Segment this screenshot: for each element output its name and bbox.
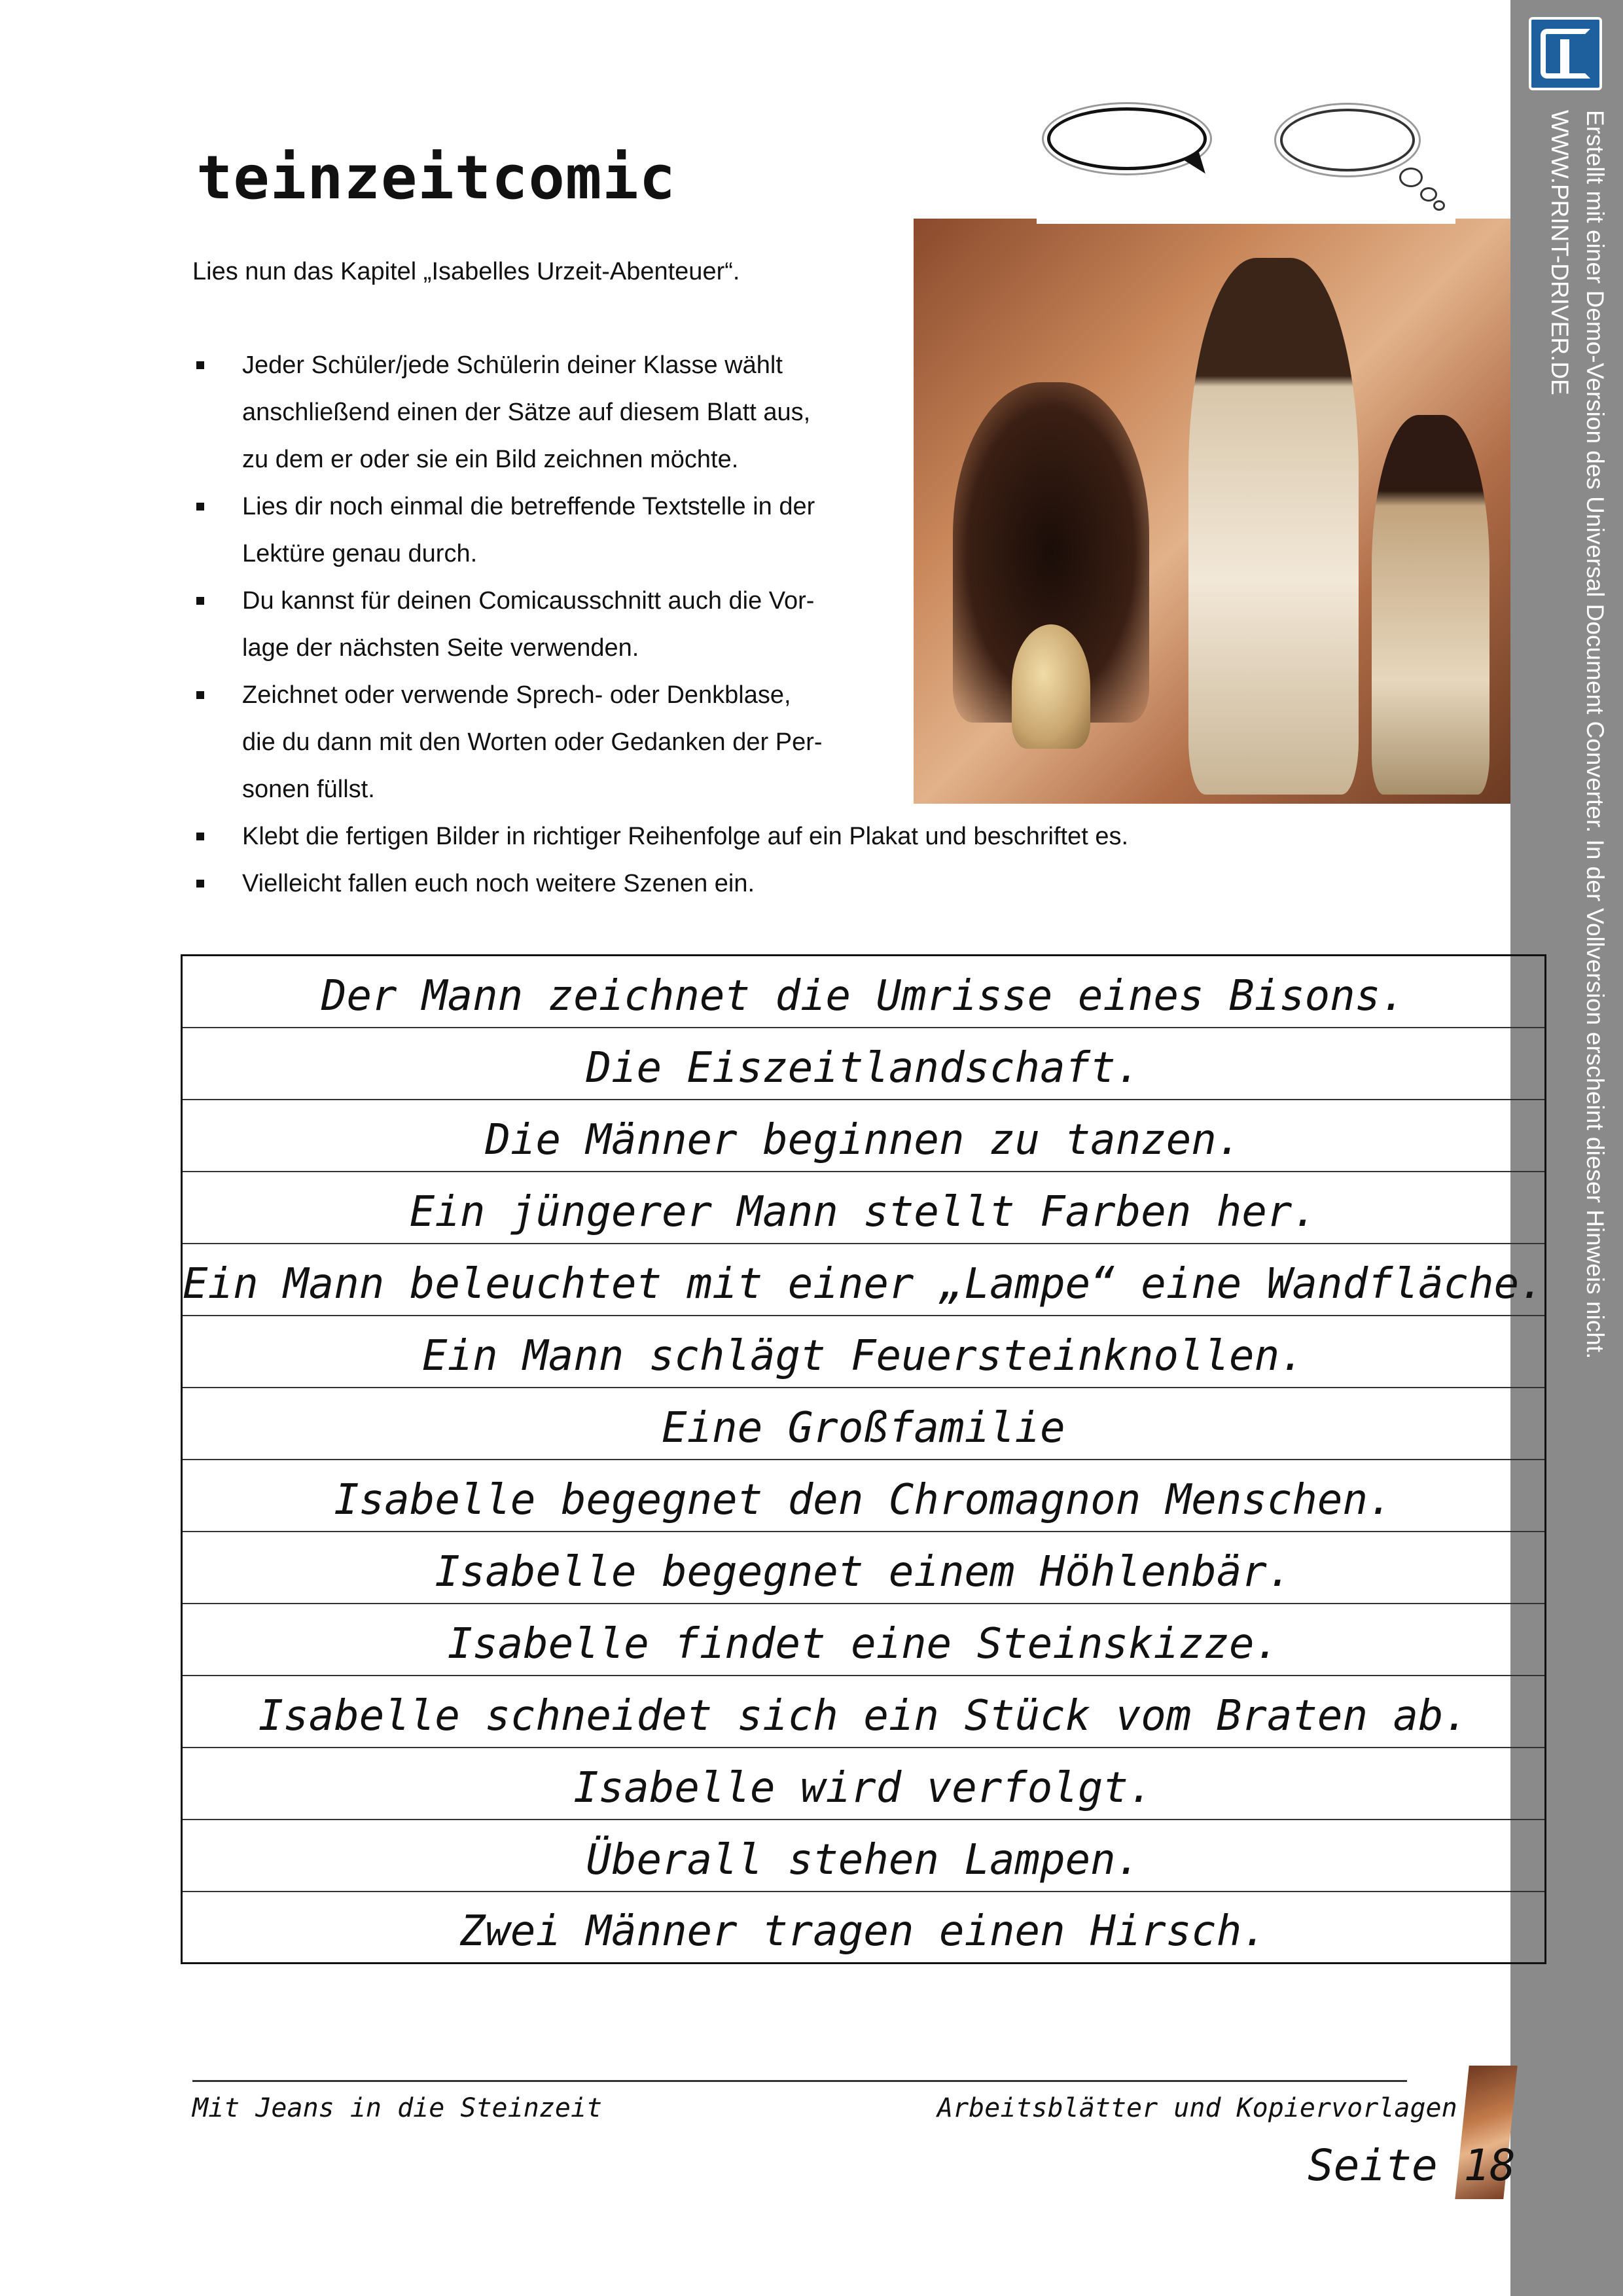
thought-bubble-icon xyxy=(1280,109,1415,171)
intro-text: Lies nun das Kapitel „Isabelles Urzeit-Abenteuer“. xyxy=(192,258,740,285)
speech-bubble-icon xyxy=(1047,107,1207,170)
footer-book-title: Mit Jeans in die Steinzeit xyxy=(192,2093,603,2123)
sentence-cell: Die Männer beginnen zu tanzen. xyxy=(182,1100,1546,1172)
table-row xyxy=(182,956,1546,1028)
sentence-cell: Isabelle wird verfolgt. xyxy=(182,1748,1546,1820)
sentence-cell: Isabelle findet eine Steinskizze. xyxy=(182,1604,1546,1676)
print-driver-logo-icon xyxy=(1529,17,1602,90)
sentence-cell: Isabelle begegnet einem Höhlenbär. xyxy=(182,1532,1546,1604)
table-row xyxy=(182,1244,1546,1316)
sentence-cell: Isabelle schneidet sich ein Stück vom Braten ab. xyxy=(182,1676,1546,1748)
footer-divider xyxy=(192,2080,1407,2082)
instruction-item: Klebt die fertigen Bilder in richtiger Reihenfolge auf ein Plakat und beschriftet es. xyxy=(192,813,1318,860)
sentence-cell: Ein Mann schlägt Feuersteinknollen. xyxy=(182,1316,1546,1388)
sentence-cell: Überall stehen Lampen. xyxy=(182,1820,1546,1892)
thought-bubble-dot xyxy=(1399,168,1423,187)
table-row xyxy=(182,1172,1546,1244)
table-row xyxy=(182,1100,1546,1172)
sentence-cell: Ein Mann beleuchtet mit einer „Lampe“ eine Wandfläche. xyxy=(182,1244,1546,1316)
sentence-cell: Die Eiszeitlandschaft. xyxy=(182,1028,1546,1100)
instruction-item: Jeder Schüler/jede Schülerin deiner Klasse wählt anschließend einen der Sätze auf diesem Blatt aus, zu dem er oder sie ein Bild zeichnen möchte. xyxy=(192,342,899,483)
footer-section-label: Arbeitsblätter und Kopiervorlagen xyxy=(937,2093,1457,2123)
instruction-list xyxy=(192,342,1318,907)
page-number: Seite 18 xyxy=(1308,2140,1516,2191)
sentence-cell: Ein jüngerer Mann stellt Farben her. xyxy=(182,1172,1546,1244)
sentence-table xyxy=(181,954,1546,1964)
table-row xyxy=(182,1388,1546,1460)
sentence-cell: Isabelle begegnet den Chromagnon Menschen. xyxy=(182,1460,1546,1532)
table-row xyxy=(182,1676,1546,1748)
table-row xyxy=(182,1460,1546,1532)
table-row xyxy=(182,1604,1546,1676)
sentence-cell: Eine Großfamilie xyxy=(182,1388,1546,1460)
sentence-cell: Der Mann zeichnet die Umrisse eines Bisons. xyxy=(182,956,1546,1028)
instruction-item: Lies dir noch einmal die betreffende Textstelle in der Lektüre genau durch. xyxy=(192,483,899,577)
table-row xyxy=(182,1748,1546,1820)
table-row xyxy=(182,1316,1546,1388)
instruction-item: Du kannst für deinen Comicausschnitt auch die Vor- lage der nächsten Seite verwenden. xyxy=(192,577,899,672)
table-row xyxy=(182,1820,1546,1892)
table-row xyxy=(182,1892,1546,1964)
page-title: teinzeitcomic xyxy=(196,143,677,213)
table-row xyxy=(182,1028,1546,1100)
table-row xyxy=(182,1532,1546,1604)
watermark-text: Erstellt mit einer Demo-Version des Universal Document Converter. In der Vollversion erscheint dieser Hinweis nicht. xyxy=(1582,110,1609,1359)
thought-bubble-dot xyxy=(1433,200,1445,211)
instruction-item: Zeichnet oder verwende Sprech- oder Denkblase, die du dann mit den Worten oder Gedanken der Per- sonen füllst. xyxy=(192,672,899,813)
sentence-cell: Zwei Männer tragen einen Hirsch. xyxy=(182,1892,1546,1964)
watermark-url: WWW.PRINT-DRIVER.DE xyxy=(1546,110,1573,395)
instruction-item: Vielleicht fallen euch noch weitere Szenen ein. xyxy=(192,860,1318,907)
thought-bubble-dot xyxy=(1420,187,1437,202)
